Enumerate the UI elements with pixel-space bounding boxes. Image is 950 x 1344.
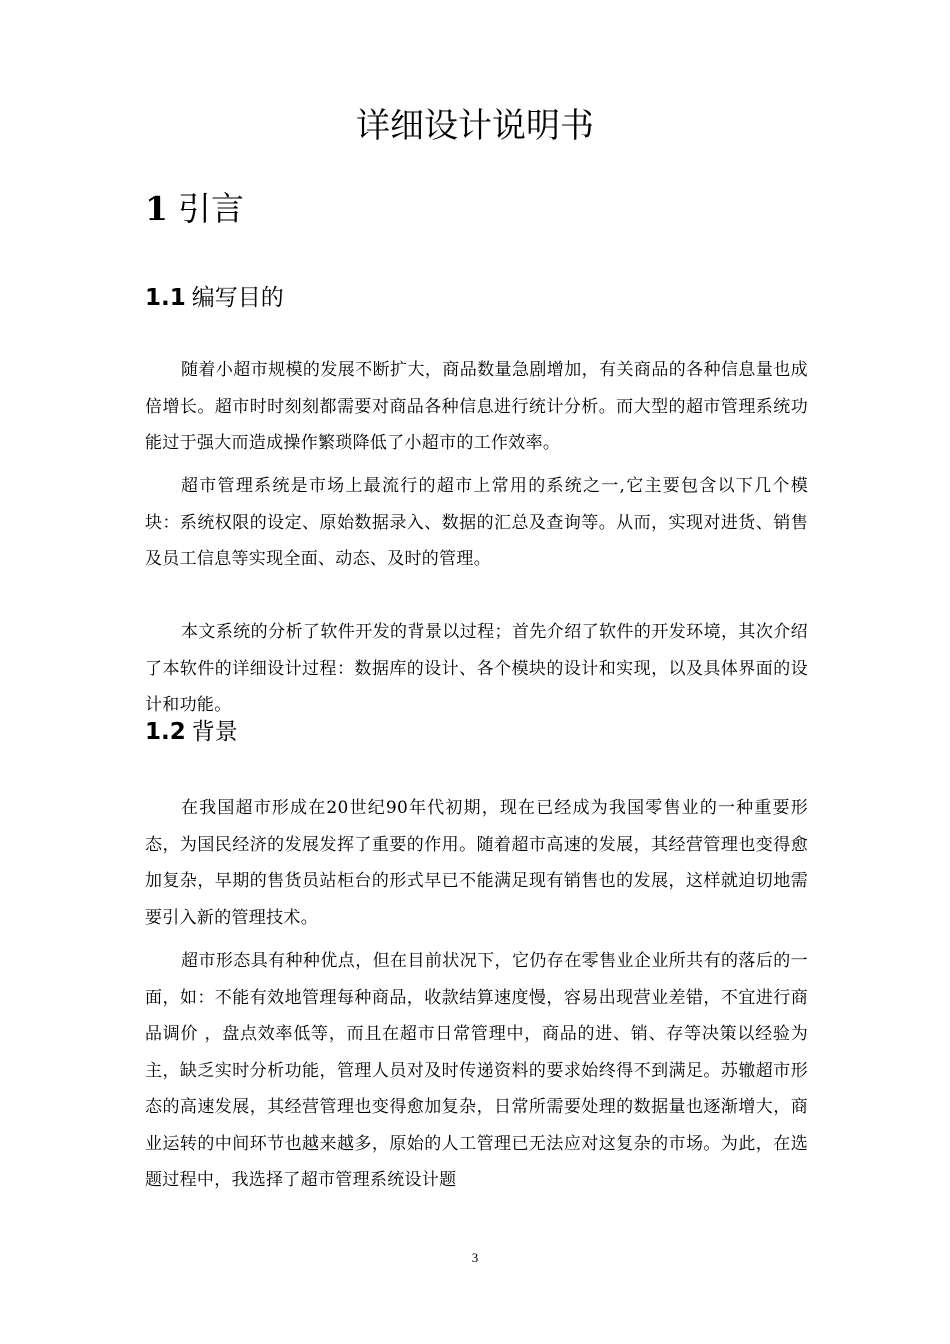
page-number: 3 [471, 1250, 479, 1265]
paragraph-purpose-3: 本文系统的分析了软件开发的背景以过程；首先介绍了软件的开发环境，其次介绍了本软件的详细设计过程：数据库的设计、各个模块的设计和实现，以及具体界面的设计和功能。 [145, 622, 808, 715]
section-1-number: 1 [145, 189, 168, 228]
document-title: 详细设计说明书 [356, 106, 594, 146]
section-1-1-title: 编写目的 [191, 285, 284, 311]
section-1-2-heading [145, 716, 238, 748]
paragraph-purpose-2: 超市管理系统是市场上最流行的超市上常用的系统之一,它主要包含以下几个模块：系统权限的设定、原始数据录入、数据的汇总及查询等。从而，实现对进货、销售及员工信息等实现全面、动态、及时的管理。 [145, 476, 808, 569]
section-1-1-heading [145, 282, 284, 314]
section-1-2-title: 背景 [191, 719, 238, 745]
section-1-title: 引言 [177, 189, 244, 228]
section-1-heading [145, 187, 244, 231]
section-1-2-number: 1.2 [145, 719, 186, 745]
paragraph-background-2: 超市形态具有种种优点，但在目前状况下，它仍存在零售业企业所共有的落后的一面，如：不能有效地管理每种商品，收款结算速度慢，容易出现营业差错，不宜进行商品调价 ，盘点效率低等，而且在超市日常管理中，商品的进、销、存等决策以经验为主，缺乏实时分析功能，管理人员对及时传递资料的要求始终得不到满足。苏辙超市形态的高速发展，其经营管理也变得愈加复杂，日常所需要处理的数据量也逐渐增大，商业运转的中间环节也越来越多，原始的人工管理已无法应对这复杂的市场。为此，在选题过程中，我选择了超市管理系统设计题 [145, 951, 808, 1190]
paragraph-background-1: 在我国超市形成在20世纪90年代初期，现在已经成为我国零售业的一种重要形态，为国民经济的发展发挥了重要的作用。随着超市高速的发展，其经营管理也变得愈加复杂，早期的售货员站柜台的形式早已不能满足现有销售也的发展，这样就迫切地需要引入新的管理技术。 [145, 798, 808, 928]
section-1-1-number: 1.1 [145, 285, 186, 311]
paragraph-purpose-1: 随着小超市规模的发展不断扩大，商品数量急剧增加，有关商品的各种信息量也成倍增长。超市时时刻刻都需要对商品各种信息进行统计分析。而大型的超市管理系统功能过于强大而造成操作繁琐降低了小超市的工作效率。 [145, 360, 808, 453]
